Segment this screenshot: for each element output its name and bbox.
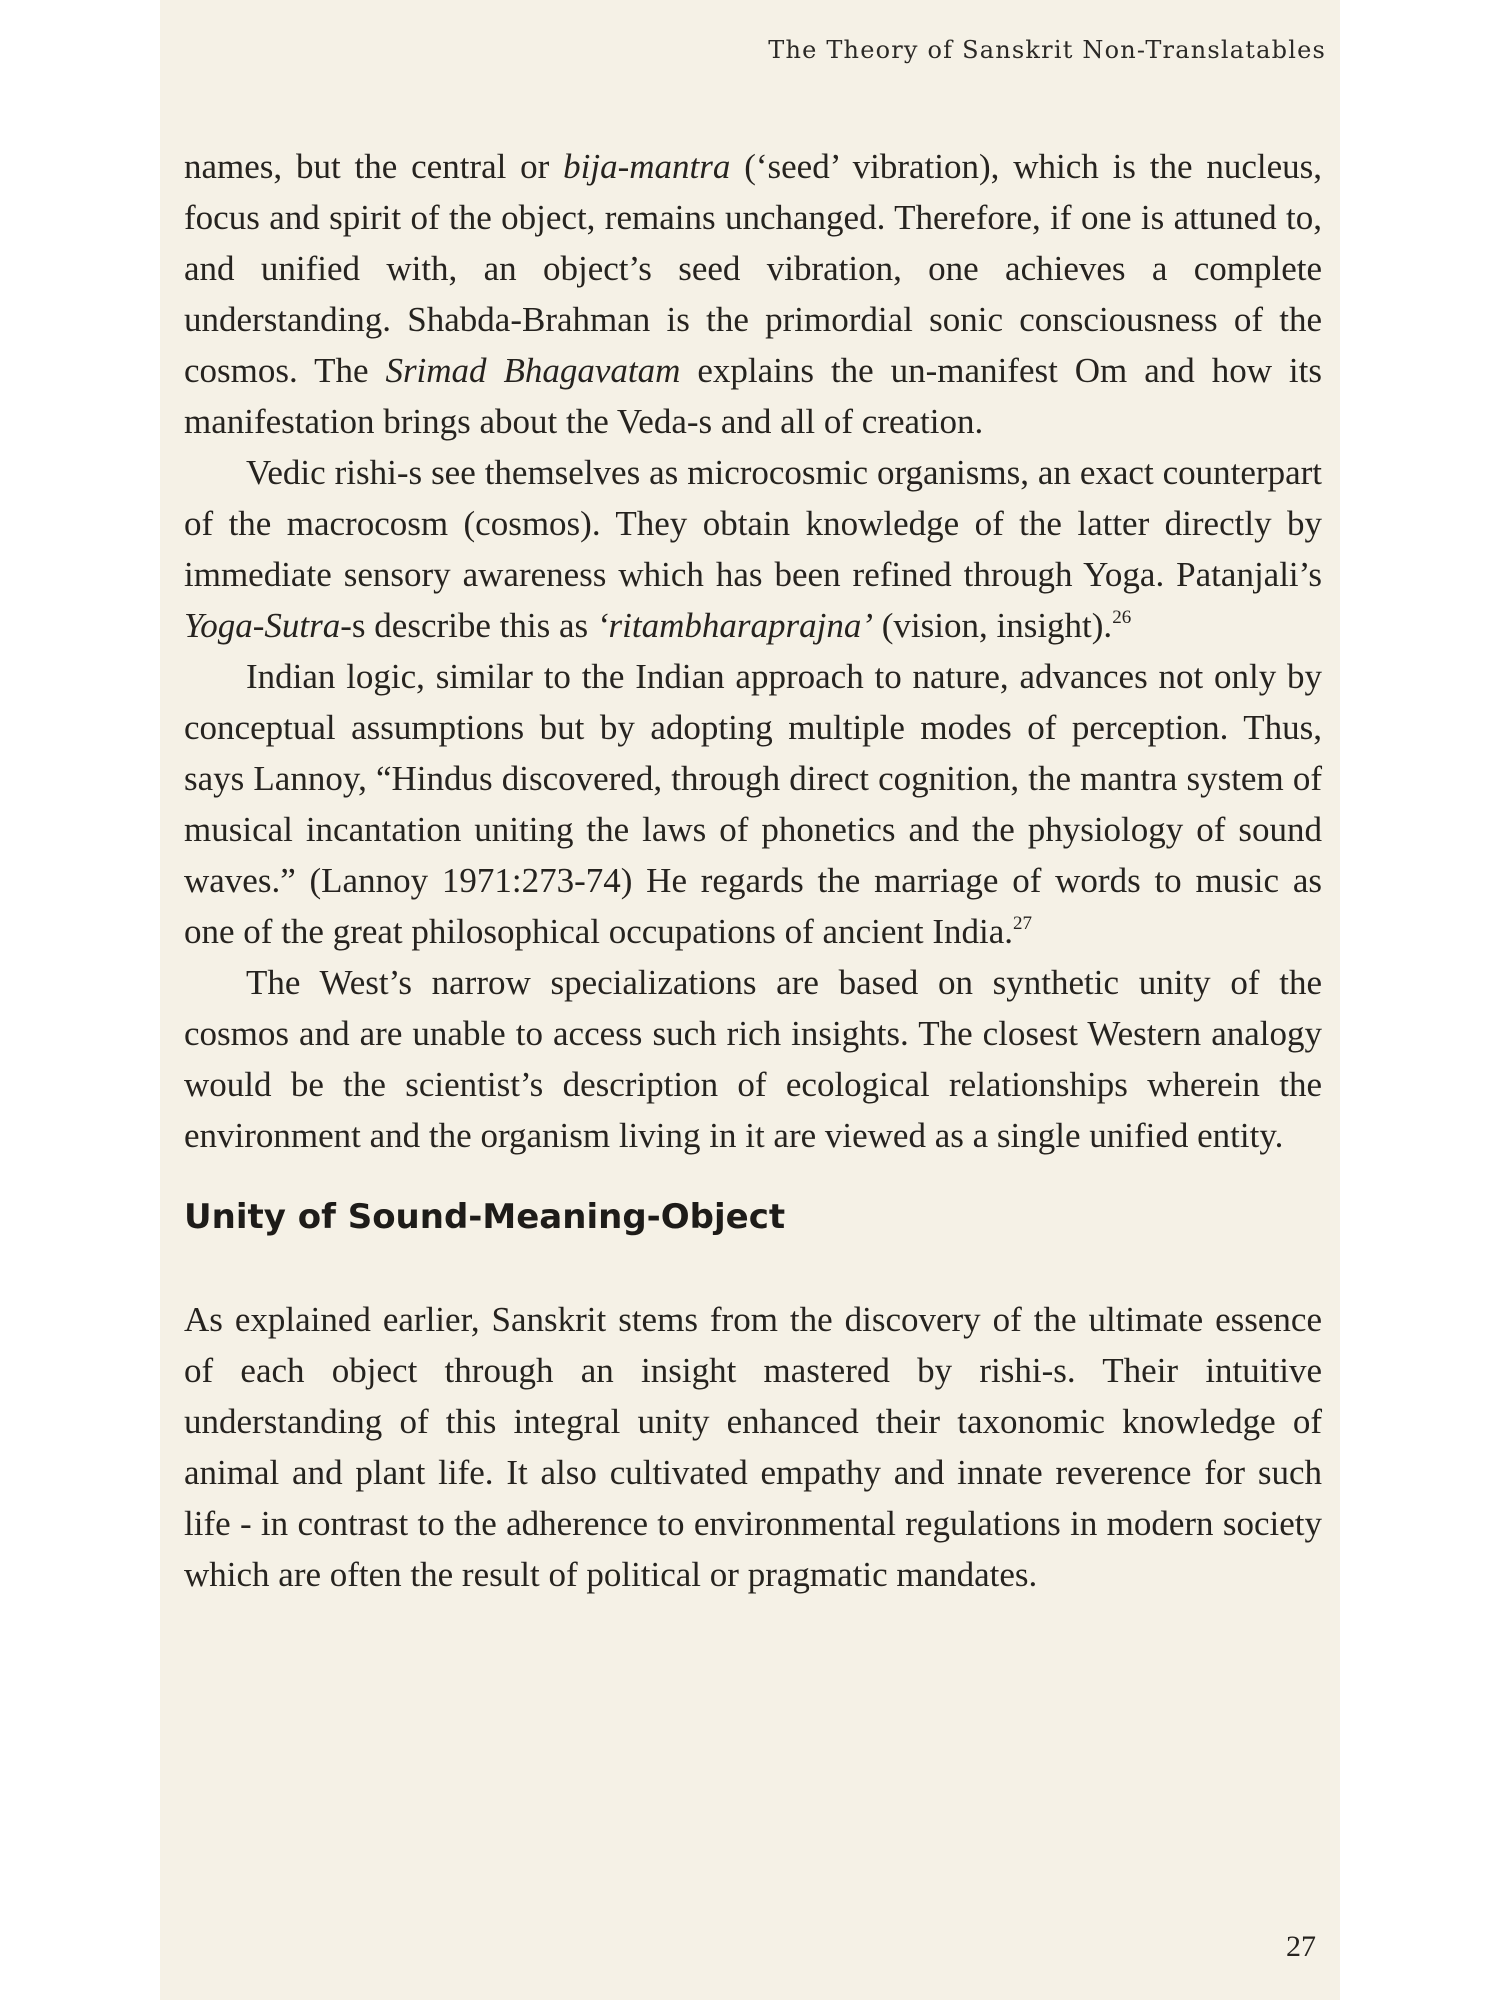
- running-head: The Theory of Sanskrit Non-Translatables: [768, 36, 1326, 64]
- p3-text: Indian logic, similar to the Indian approach to nature, advances not only by conceptual assumptions but by adopting multiple modes of perception. Thus, says Lannoy, “Hindus discovered, through direct cognition, the mantra system of musical incantation uniting the laws of phonetics and the physiology of sound waves.” (Lannoy 1971:273-74) He regards the marriage of words to music as one of the great philosophical occupations of ancient India.: [184, 657, 1322, 951]
- p1-text-e: explains the un-manifest Om and how its manifestation brings about the Veda-s and all of creation.: [184, 351, 1322, 441]
- paragraph-5: As explained earlier, Sanskrit stems from the discovery of the ultimate essence of each object through an insight mastered by rishi-s. Their intuitive understanding of this integral unity enhanced their taxonomic knowledge of animal and plant life. It also cultivated empathy and innate reverence for such life - in contrast to the adherence to environmental regulations in modern society which are often the result of political or pragmatic mandates.: [184, 1300, 1322, 1594]
- body-text: [184, 141, 1322, 1600]
- p2-text-c: -s describe this as: [340, 606, 597, 645]
- p1-text-c: (‘seed’ vibration), which is the nucleus, focus and spirit of the object, remains unchanged. Therefore, if one is attuned to, and unified with, an object’s seed vibration, one achieves a complete understanding. Shabda-Brahman is the primordial sonic consciousness of the cosmos. The: [184, 147, 1322, 390]
- p2-term-ritambharaprajna: ‘ritambharaprajna’: [596, 606, 873, 645]
- p2-title-yoga-sutra: Yoga-Sutra: [184, 606, 341, 645]
- p2-text-e: (vision, insight).: [873, 606, 1113, 645]
- page-number: 27: [1286, 1930, 1316, 1963]
- footnote-ref-26: 26: [1112, 607, 1132, 628]
- footnote-ref-27: 27: [1013, 913, 1033, 934]
- paragraph-2: [184, 447, 1322, 651]
- paragraph-1: [184, 141, 1322, 447]
- p1-term-bija-mantra: bija-mantra: [563, 147, 731, 186]
- p2-text-a: Vedic rishi-s see themselves as microcosmic organisms, an exact counterpart of the macrocosm (cosmos). They obtain knowledge of the latter directly by immediate sensory awareness which has been refined through Yoga. Patanjali’s: [184, 453, 1322, 594]
- p1-title-srimad-bhagavatam: Srimad Bhagavatam: [385, 351, 681, 390]
- paragraph-3: [184, 651, 1322, 957]
- book-page: [160, 0, 1340, 2000]
- paragraph-4: The West’s narrow specializations are based on synthetic unity of the cosmos and are unable to access such rich insights. The closest Western analogy would be the scientist’s description of ecological relationships wherein the environment and the organism living in it are viewed as a single unified entity.: [184, 963, 1322, 1155]
- section-heading: Unity of Sound-Meaning-Object: [184, 1197, 786, 1237]
- p1-text-a: names, but the central or: [184, 147, 564, 186]
